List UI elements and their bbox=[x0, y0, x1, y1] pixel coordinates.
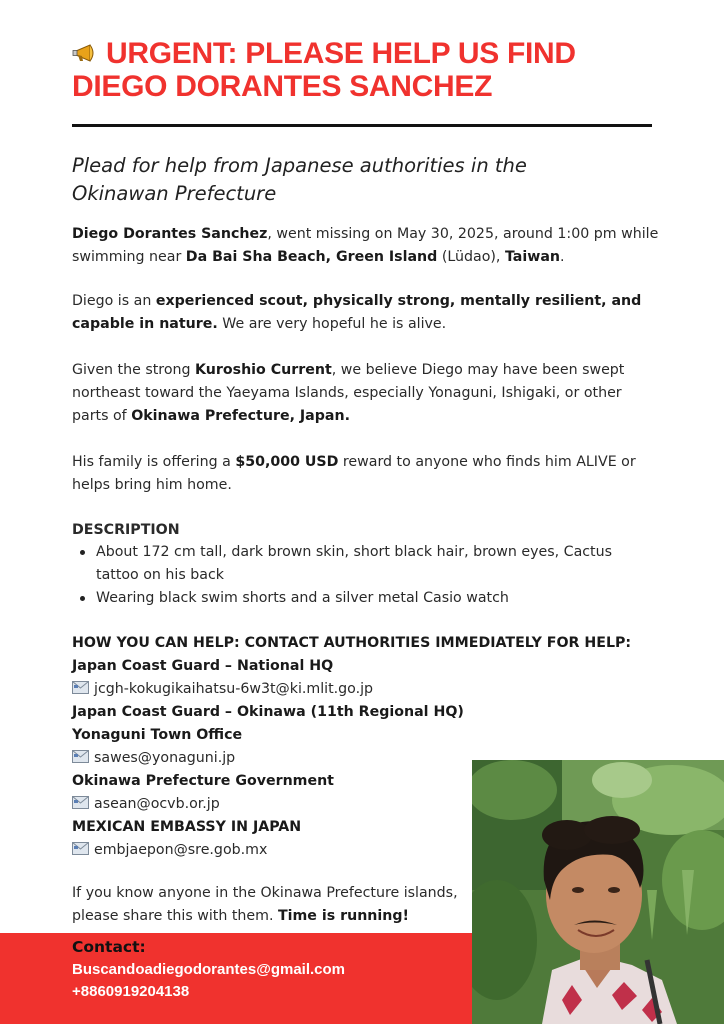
megaphone-icon bbox=[72, 42, 100, 64]
contact-email-link[interactable]: sawes@yonaguni.jp bbox=[94, 750, 236, 766]
bullet-icon bbox=[80, 596, 85, 601]
description-item-text: Wearing black swim shorts and a silver metal Casio watch bbox=[96, 590, 509, 606]
last-seen-country: Taiwan bbox=[504, 249, 561, 265]
title-divider bbox=[72, 124, 652, 127]
contact-email-link[interactable]: embjaepon@sre.gob.mx bbox=[94, 842, 268, 858]
footer-email[interactable]: Buscandoadiegodorantes@gmail.com bbox=[72, 961, 346, 978]
envelope-icon bbox=[72, 842, 89, 855]
contact-email-link[interactable]: jcgh-kokugikaihatsu-6w3t@ki.mlit.go.jp bbox=[94, 681, 374, 697]
contact-org: Japan Coast Guard – Okinawa (11th Regional HQ) bbox=[72, 704, 464, 720]
envelope-icon bbox=[72, 796, 89, 809]
page-title bbox=[72, 37, 672, 103]
reward-text: reward to anyone who finds him ALIVE or helps bring him home. bbox=[72, 454, 636, 493]
intro-text: . bbox=[560, 249, 565, 265]
contact-org: MEXICAN EMBASSY IN JAPAN bbox=[72, 819, 302, 835]
footer-contact-label: Contact: bbox=[72, 938, 146, 956]
photo-illustration bbox=[472, 760, 724, 1024]
title-text: URGENT: PLEASE HELP US FIND DIEGO DORANTES SANCHEZ bbox=[72, 37, 576, 103]
traits-paragraph bbox=[72, 290, 662, 336]
current-text: , we believe Diego may have been swept northeast toward the Yaeyama Islands, especially Yonaguni, Ishigaki, or other parts of bbox=[72, 362, 625, 424]
missing-person-name: Diego Dorantes Sanchez bbox=[72, 226, 268, 242]
intro-text: , went missing on May 30, 2025, around 1:00 pm while swimming near bbox=[72, 226, 659, 265]
missing-person-photo bbox=[472, 760, 724, 1024]
contact-email-row bbox=[72, 678, 652, 701]
closing-paragraph bbox=[72, 882, 482, 928]
current-paragraph bbox=[72, 359, 662, 428]
intro-paragraph bbox=[72, 223, 662, 269]
contact-org: Okinawa Prefecture Government bbox=[72, 773, 334, 789]
page-subtitle: Plead for help from Japanese authorities in the Okinawan Prefecture bbox=[72, 154, 527, 205]
region-name: Okinawa Prefecture, Japan. bbox=[131, 408, 350, 424]
description-heading: DESCRIPTION bbox=[72, 522, 180, 538]
reward-text: His family is offering a bbox=[72, 454, 236, 470]
list-item bbox=[72, 587, 652, 610]
traits-text: We are very hopeful he is alive. bbox=[217, 316, 447, 332]
contacts-heading: HOW YOU CAN HELP: CONTACT AUTHORITIES IMMEDIATELY FOR HELP: bbox=[72, 635, 632, 651]
traits-highlight: experienced scout, physically strong, mentally resilient, and capable in nature. bbox=[72, 293, 642, 332]
bullet-icon bbox=[80, 550, 85, 555]
contact-email-link[interactable]: asean@ocvb.or.jp bbox=[94, 796, 220, 812]
footer-phone[interactable]: +8860919204138 bbox=[72, 983, 190, 1000]
envelope-icon bbox=[72, 750, 89, 763]
description-list bbox=[72, 541, 652, 610]
envelope-icon bbox=[72, 681, 89, 694]
traits-text: Diego is an bbox=[72, 293, 156, 309]
current-name: Kuroshio Current bbox=[195, 362, 332, 378]
contact-org: Japan Coast Guard – National HQ bbox=[72, 658, 334, 674]
current-text: Given the strong bbox=[72, 362, 196, 378]
last-seen-place: Da Bai Sha Beach, Green Island bbox=[185, 249, 438, 265]
description-item-text: About 172 cm tall, dark brown skin, short black hair, brown eyes, Cactus tattoo on his back bbox=[96, 544, 613, 583]
closing-text: If you know anyone in the Okinawa Prefecture islands, please share this with them. bbox=[72, 885, 458, 924]
closing-highlight: Time is running! bbox=[277, 908, 409, 924]
list-item bbox=[72, 541, 652, 587]
intro-text: (Lüdao), bbox=[437, 249, 505, 265]
reward-paragraph bbox=[72, 451, 662, 497]
reward-amount: $50,000 USD bbox=[235, 454, 339, 470]
contact-org: Yonaguni Town Office bbox=[72, 727, 243, 743]
